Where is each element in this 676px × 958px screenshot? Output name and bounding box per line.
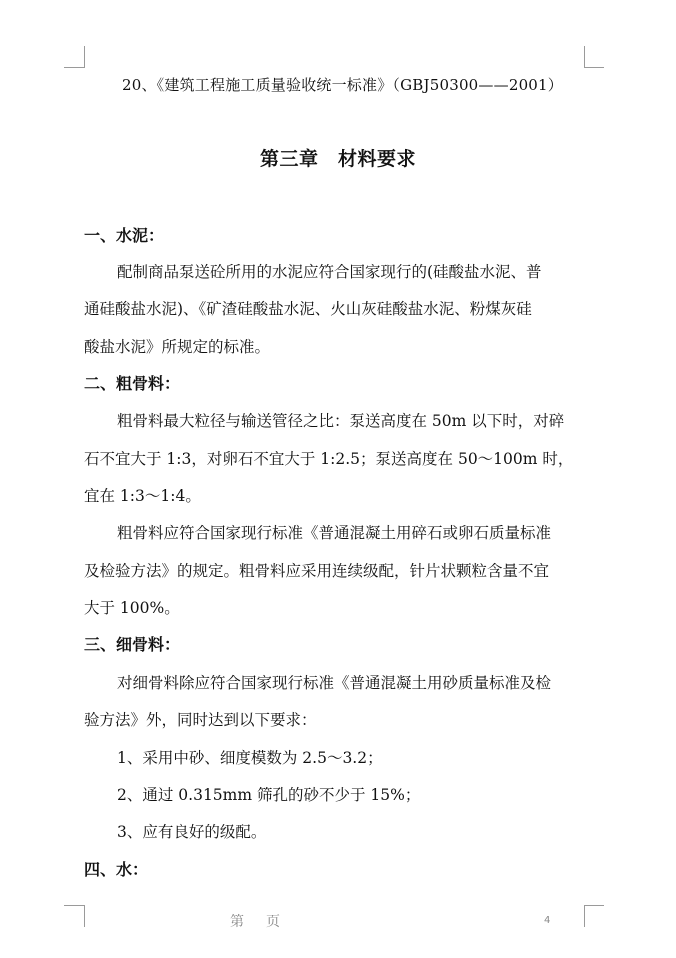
footer-page-number: 4 xyxy=(544,915,551,926)
chapter-title: 第三章 材料要求 xyxy=(259,148,416,170)
paragraph-line: 通硅酸盐水泥)、《矿渣硅酸盐水泥、火山灰硅酸盐水泥、粉煤灰硅 xyxy=(84,300,532,318)
list-item: 2、通过 0.315mm 筛孔的砂不少于 15%； xyxy=(117,786,421,804)
paragraph-line: 配制商品泵送砼所用的水泥应符合国家现行的(硅酸盐水泥、普 xyxy=(117,263,542,281)
section-heading-water: 四、水： xyxy=(84,860,149,879)
paragraph-line: 大于 100%。 xyxy=(84,599,180,617)
list-item: 3、应有良好的级配。 xyxy=(117,823,267,841)
paragraph-line: 验方法》外，同时达到以下要求： xyxy=(84,711,317,729)
paragraph-line: 石不宜大于 1:3，对卵石不宜大于 1:2.5；泵送高度在 50～100m 时， xyxy=(84,450,574,468)
crop-mark xyxy=(584,905,604,906)
footer-page-label: 第 xyxy=(230,914,244,930)
section-heading-fine-aggregate: 三、细骨料： xyxy=(84,635,181,654)
paragraph-line: 酸盐水泥》所规定的标准。 xyxy=(84,338,271,356)
crop-mark xyxy=(84,905,85,927)
paragraph-line: 对细骨料除应符合国家现行标准《普通混凝土用砂质量标准及检 xyxy=(117,674,552,692)
paragraph-line: 粗骨料应符合国家现行标准《普通混凝土用碎石或卵石质量标准 xyxy=(117,524,552,542)
crop-mark xyxy=(584,67,604,68)
crop-mark xyxy=(584,46,585,68)
paragraph-line: 及检验方法》的规定。粗骨料应采用连续级配，针片状颗粒含量不宜 xyxy=(84,562,550,580)
crop-mark xyxy=(64,67,84,68)
crop-mark xyxy=(584,905,585,927)
footer-page-label: 页 xyxy=(266,914,280,930)
standard-reference: 20、《建筑工程施工质量验收统一标准》（GBJ50300——2001） xyxy=(122,76,563,94)
crop-mark xyxy=(64,905,84,906)
list-item: 1、采用中砂、细度模数为 2.5～3.2； xyxy=(117,749,383,767)
paragraph-line: 粗骨料最大粒径与输送管径之比：泵送高度在 50m 以下时，对碎 xyxy=(117,412,565,430)
section-heading-coarse-aggregate: 二、粗骨料： xyxy=(84,374,181,393)
section-heading-cement: 一、水泥： xyxy=(84,226,165,245)
crop-mark xyxy=(84,46,85,68)
paragraph-line: 宜在 1:3～1:4。 xyxy=(84,487,201,505)
